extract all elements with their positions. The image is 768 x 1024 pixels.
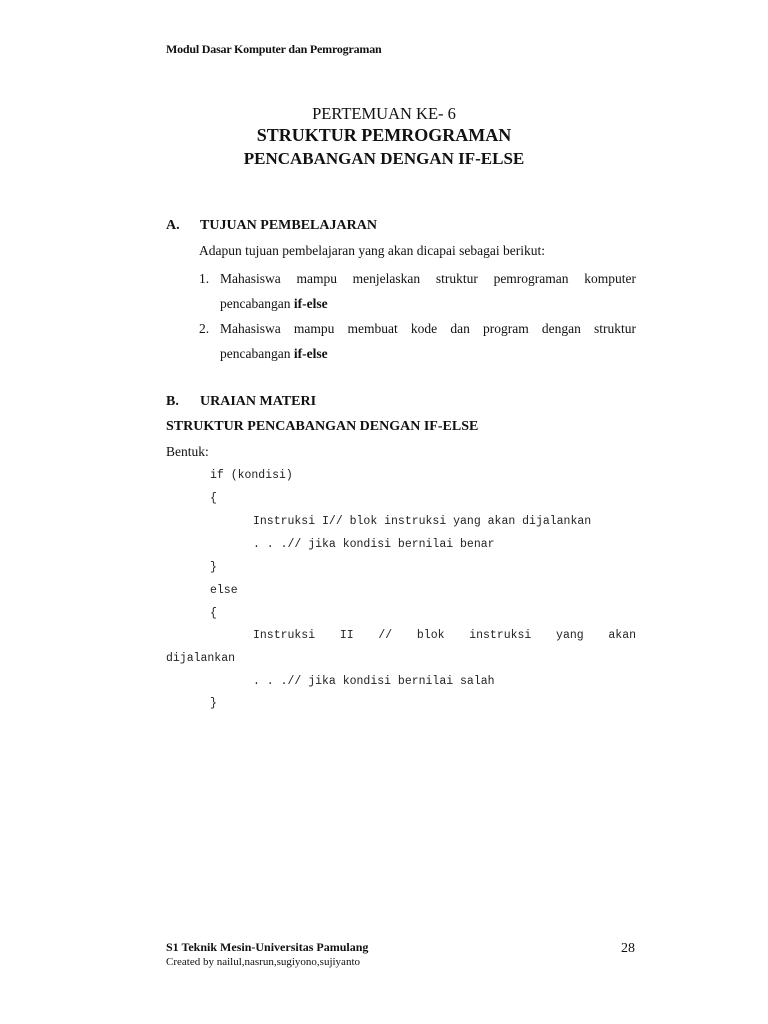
section-a-title: TUJUAN PEMBELAJARAN	[200, 218, 377, 233]
list-item	[199, 316, 636, 366]
footer-institution: S1 Teknik Mesin-Universitas Pamulang	[166, 940, 369, 954]
code-line: else	[210, 584, 238, 597]
keyword-bold: if-else	[293, 346, 328, 361]
code-line: {	[210, 607, 217, 620]
code-line: . . .// jika kondisi bernilai salah	[253, 675, 495, 688]
list-item-number: 2.	[199, 321, 210, 336]
section-b-heading	[166, 394, 316, 410]
list-item-line2: pencabangan if-else	[220, 296, 328, 311]
chapter-title-line1: STRUKTUR PEMROGRAMAN	[256, 125, 512, 145]
running-header: Modul Dasar Komputer dan Pemrograman	[166, 42, 382, 56]
list-item-number: 1.	[199, 271, 210, 286]
objectives-list	[199, 266, 636, 366]
chapter-title-block	[0, 104, 768, 171]
section-a-heading	[166, 218, 377, 234]
list-item-line1: Mahasiswa mampu menjelaskan struktur pemrograman komputer	[220, 271, 636, 286]
section-b-title: URAIAN MATERI	[200, 394, 317, 409]
chapter-title-line2: PENCABANGAN DENGAN IF-ELSE	[243, 149, 525, 168]
code-line: dijalankan	[166, 652, 236, 665]
code-line: Instruksi I// blok instruksi yang akan dijalankan	[253, 515, 592, 528]
code-line: if (kondisi)	[210, 469, 293, 482]
list-item-line1: Mahasiswa mampu membuat kode dan program dengan struktur	[220, 321, 636, 336]
section-a-letter: A.	[166, 218, 180, 233]
code-line: . . .// jika kondisi bernilai benar	[253, 538, 495, 551]
meeting-title: PERTEMUAN KE- 6	[312, 104, 456, 123]
keyword-bold: if-else	[293, 296, 328, 311]
section-b-subheading: STRUKTUR PENCABANGAN DENGAN IF-ELSE	[166, 419, 479, 434]
page-number: 28	[621, 941, 635, 956]
section-b-letter: B.	[166, 394, 179, 409]
code-line: {	[210, 492, 217, 505]
code-line: Instruksi II // blok instruksi yang akan	[253, 629, 636, 642]
form-label: Bentuk:	[166, 444, 209, 459]
code-line: }	[210, 697, 217, 710]
code-line: }	[210, 561, 217, 574]
list-item-line2: pencabangan if-else	[220, 346, 328, 361]
list-item	[199, 266, 636, 316]
footer-credits: Created by nailul,nasrun,sugiyono,sujiyanto	[166, 956, 360, 968]
section-a-intro: Adapun tujuan pembelajaran yang akan dicapai sebagai berikut:	[199, 243, 545, 258]
